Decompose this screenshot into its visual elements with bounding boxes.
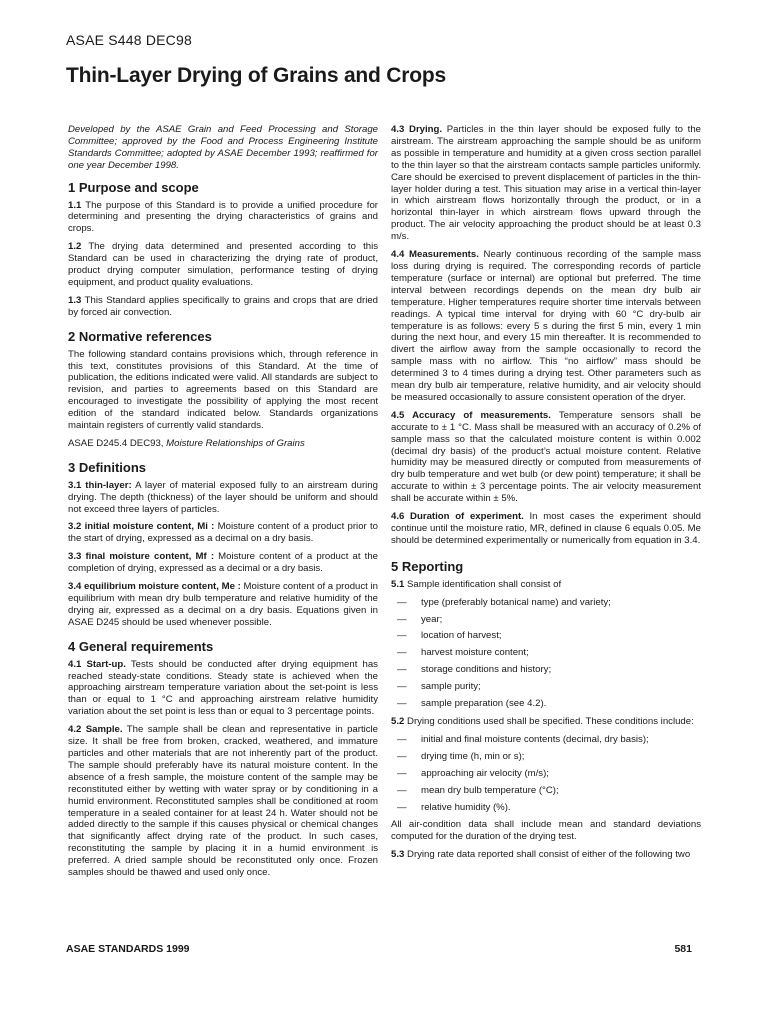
clause-number: 1.3 [68, 294, 82, 306]
clause-text: Particles in the thin layer should be exposed fully to the airstream. The airstream approaching the sample should be as uniform as possible in temperature and humidity at a given cross section parallel to the thin layer so that the airstream contacts sample particles uniformly. Care should be exercised to prevent displacement of particles in the thin-layer holder during a test. This situation may arise in a vertical thin-layer in which airstream flows horizontally through the product, or in a horizontal thin-layer in which airstream flows upward through the product. The air velocity approaching the product should be at least 0.3 m/s. [391, 124, 701, 243]
list-item: — sample preparation (see 4.2). [391, 698, 701, 710]
clause-text: Drying conditions used shall be specified. These conditions include: [404, 715, 694, 727]
list-item: — type (preferably botanical name) and variety; [391, 597, 701, 609]
clause-text: The drying data determined and presented according to this Standard can be used in characterizing the drying rate of product, product drying computer simulation, performance testing of drying equipment, and product quality evaluations. [68, 241, 378, 288]
list-item: — initial and final moisture contents (decimal, dry basis); [391, 734, 701, 746]
document-title: Thin-Layer Drying of Grains and Crops [66, 64, 446, 87]
list-item: — approaching air velocity (m/s); [391, 768, 701, 780]
definition-term: 3.2 initial moisture content, Mi : [68, 521, 215, 533]
clause-5-2 [391, 716, 701, 728]
clause-text: Drying rate data reported shall consist of either of the following two [404, 849, 691, 861]
left-column [68, 124, 378, 885]
clause-4-6 [391, 511, 701, 547]
section-heading-general-requirements: 4 General requirements [68, 638, 214, 654]
clause-4-5 [391, 410, 701, 505]
list-item: — relative humidity (%). [391, 802, 701, 814]
definition-3-1 [68, 480, 378, 516]
clause-4-3 [391, 124, 701, 243]
clause-number: 5.1 [391, 578, 405, 590]
list-item: — drying time (h, min or s); [391, 751, 701, 763]
list-item: — sample purity; [391, 681, 701, 693]
clause-text: The sample shall be clean and representative in particle size. It shall be free from broken, cracked, weathered, and immature particles and other materials that are not inherently part of the product. The sample should preferably have its natural moisture content. In the absence of a fresh sample, the moisture content of the sample may be reconstituted either by wetting with water spray or by conditioning in a humid environment. Reconstituted samples shall be conditioned at room temperature in a sealed container for at least 24 h. Water should not be added directly to the sample if this causes physical or chemical changes that significantly affect drying rate of the product. In such cases, reconstituting the sample by placing it in a humid environment is preferred. A dried sample should be reconstituted only once. Frozen samples should be thawed and used only once. [68, 724, 379, 879]
clause-text: Tests should be conducted after drying equipment has reached steady-state conditions. Steady state is achieved when the approaching airstream temperature variation about the set-point is less than or equal to 1 °C and approaching airstream relative humidity variation about the set point is less than or equal to 3 percentage points. [68, 658, 378, 718]
definition-term: 3.1 thin-layer: [68, 479, 132, 491]
clause-4-4 [391, 249, 701, 404]
clause-4-1 [68, 659, 378, 719]
definition-text: Moisture content of a product at the completion of drying, expressed as a decimal or a dry basis. [68, 551, 378, 575]
clause-term: 4.4 Measurements. [391, 249, 479, 261]
definition-text: Moisture content of a product prior to the start of drying, expressed as a decimal on a dry basis. [68, 521, 378, 545]
clause-1-3 [68, 295, 378, 319]
definition-3-4 [68, 581, 378, 629]
clause-text: In most cases the experiment should continue until the moisture ratio, MR, defined in clause 6 equals 0.05. Me should be determined experimentally or numerically from equation in 3.4. [391, 511, 701, 546]
definition-text: Moisture content of a product in equilibrium with mean dry bulb temperature and relative humidity of the drying air, expressed as a decimal on a dry basis. Equations given in ASAE D245 should be used whenever possible. [68, 581, 378, 628]
definition-3-3 [68, 551, 378, 575]
clause-text: The purpose of this Standard is to provide a unified procedure for determining and presenting the drying characteristics of grains and crops. [68, 199, 378, 235]
section-heading-definitions: 3 Definitions [68, 459, 147, 475]
clause-text: Sample identification shall consist of [404, 578, 562, 590]
reference-title: Moisture Relationships of Grains [166, 437, 305, 449]
definition-term: 3.3 final moisture content, Mf : [68, 551, 215, 563]
list-item: — year; [391, 614, 701, 626]
clause-1-2 [68, 241, 378, 289]
list-item: — mean dry bulb temperature (°C); [391, 785, 701, 797]
list-item: — harvest moisture content; [391, 647, 701, 659]
clause-number: 5.2 [391, 715, 405, 727]
clause-term: 4.6 Duration of experiment. [391, 511, 524, 523]
drying-conditions-list [391, 734, 701, 814]
clause-5-3 [391, 849, 701, 861]
clause-term: 4.2 Sample. [68, 724, 123, 736]
clause-number: 1.1 [68, 199, 82, 211]
section-heading-reporting: 5 Reporting [391, 558, 464, 574]
reference-entry [68, 438, 378, 450]
clause-text: This Standard applies specifically to grains and crops that are dried by forced air convection. [68, 294, 378, 318]
clause-term: 4.1 Start-up. [68, 658, 126, 670]
clause-term: 4.3 Drying. [391, 124, 443, 135]
clause-number: 1.2 [68, 241, 82, 253]
page-number: 581 [674, 943, 692, 955]
definition-3-2 [68, 521, 378, 545]
clause-4-2 [68, 724, 378, 879]
references-paragraph: The following standard contains provisions which, through reference in this text, constitutes provisions of this Standard. At the time of publication, the editions indicated were valid. All standards are subject to revision, and parties to agreements based on this Standard are encouraged to investigate the possibility of applying the most recent edition of the standard indicated below. Standards organizations maintain registers of currently valid standards. [68, 348, 378, 432]
standard-code: ASAE S448 DEC98 [66, 32, 192, 48]
definition-text: A layer of material exposed fully to an airstream during drying. The depth (thickness) of the layer should be uniform and should not exceed three layers of particles. [68, 479, 378, 515]
section-heading-purpose: 1 Purpose and scope [68, 179, 199, 195]
intro-paragraph: Developed by the ASAE Grain and Feed Processing and Storage Committee; approved by the Food and Process Engineering Institute Standards Committee; adopted by ASAE December 1993; reaffirmed for one year December 1998. [68, 124, 378, 171]
clause-term: 4.5 Accuracy of measurements. [391, 409, 551, 421]
right-column [391, 124, 701, 867]
clause-text: Temperature sensors shall be accurate to ± 1 °C. Mass shall be measured with an accuracy of 0.2% of sample mass so that the calculated moisture content is within 0.002 (decimal dry basis) of the product’s actual moisture content. Relative humidity may be measured directly or computed from measurements of dry bulb temperature and wet bulb (or dew point) temperature; it shall be accurate to within ± 3 percentage points. The air velocity measurement shall be accurate within ± 5%. [391, 409, 701, 505]
section-heading-references: 2 Normative references [68, 328, 212, 344]
clause-number: 5.3 [391, 849, 405, 861]
list-item: — storage conditions and history; [391, 664, 701, 676]
list-item: — location of harvest; [391, 630, 701, 642]
clause-1-1 [68, 200, 378, 236]
clause-5-1 [391, 579, 701, 591]
definition-term: 3.4 equilibrium moisture content, Me : [68, 581, 241, 593]
clause-text: Nearly continuous recording of the sample mass loss during drying is required. The corresponding records of particle temperature (surface or internal) are optional but preferred. The time interval between recordings depends on the mean dry bulb air temperature. Higher temperatures require shorter time intervals between readings. A typical time interval for drying with 60 °C dry-bulb air temperature is as follows: every 5 s during the first 5 min, every 1 min during the next hour, and every 15 min thereafter. It is recommended to divert the airflow away from the sample occasionally to record the sample mass with no airflow. This “no airflow” mass should be determined 3 to 4 times during a drying test. Other parameters such as mean dry bulb air temperature, relative humidity, and air velocity should be measured occasionally to assure consistent operation of the dryer. [391, 249, 701, 403]
sample-identification-list [391, 597, 701, 710]
reference-code: ASAE D245.4 DEC93, [68, 437, 167, 449]
footer-publication: ASAE STANDARDS 1999 [66, 943, 190, 955]
air-condition-paragraph: All air-condition data shall include mean and standard deviations computed for the duration of the drying test. [391, 819, 701, 843]
